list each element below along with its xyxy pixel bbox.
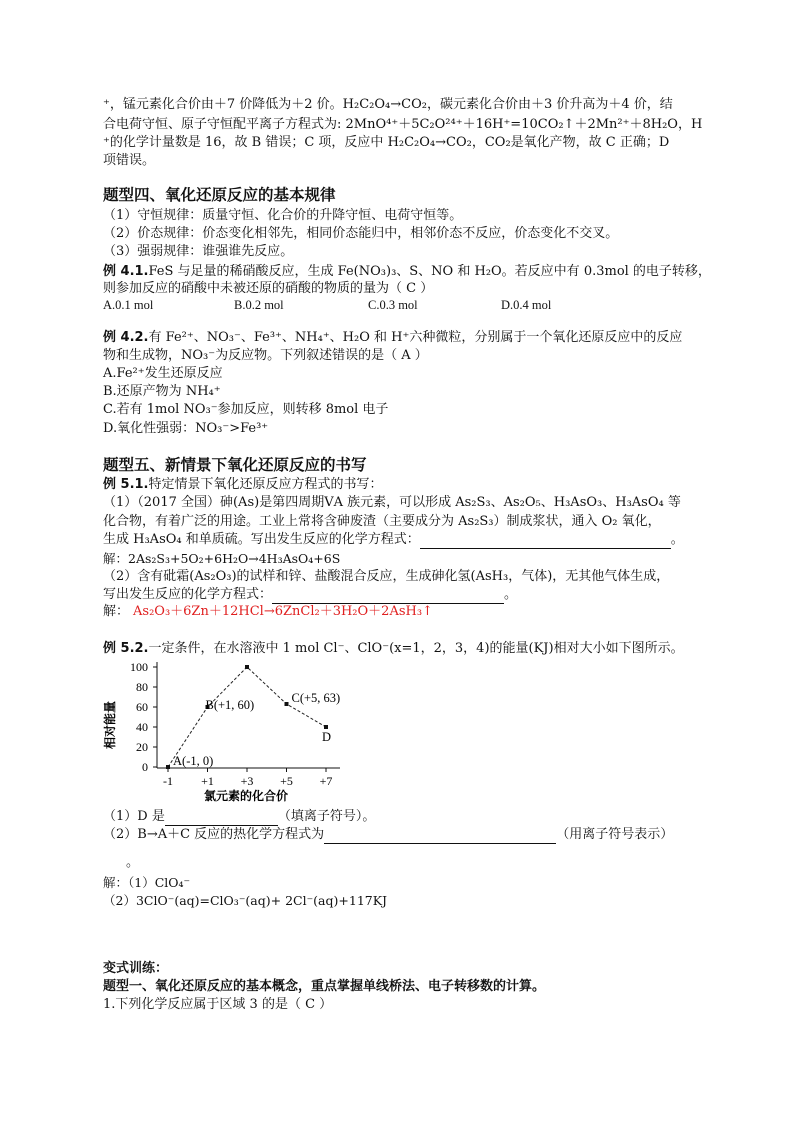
point-label: C(+5, 63) <box>291 691 341 705</box>
q1-line-3 <box>103 531 684 549</box>
q1-line-3-text: 生成 H₃AsO₄ 和单质硫。写出发生反应的化学方程式： <box>103 532 420 547</box>
answer-blank-1[interactable] <box>420 534 671 549</box>
option-b: B.0.2 mol <box>234 298 284 312</box>
y-tick-label: 100 <box>130 660 148 674</box>
example-4-1 <box>103 263 711 281</box>
point-label: B(+1, 60) <box>205 698 255 712</box>
answer-5-1-2-equation: As₂O₃＋6Zn＋12HCl→6ZnCl₂＋3H₂O＋2AsH₃↑ <box>133 604 433 619</box>
section-4-title: 题型四、氧化还原反应的基本规律 <box>103 186 336 204</box>
example-4-2 <box>103 329 682 347</box>
q2-line-2 <box>103 586 517 604</box>
y-tick-label: 0 <box>142 760 148 774</box>
example-5-1 <box>103 476 383 494</box>
energy-chart <box>100 656 360 806</box>
q4-dot: 。 <box>126 855 140 870</box>
option-4-2-c: C.若有 1mol NO₃⁻参加反应，则转移 8mol 电子 <box>103 402 389 417</box>
answer-blank-4[interactable] <box>324 829 556 844</box>
answer-5-1-2 <box>103 603 433 621</box>
y-tick-label: 20 <box>136 740 148 754</box>
y-tick-label: 40 <box>136 720 148 734</box>
intro-line-3: ⁺的化学计量数是 16，故 B 错误；C 项，反应中 H₂C₂O₄→CO₂，CO₂是氧化产物，故 C 正确；D <box>103 135 670 150</box>
example-5-2-label: 例 5.2. <box>103 641 149 656</box>
answer-blank-3[interactable] <box>165 811 278 826</box>
point-label: D <box>322 730 332 744</box>
x-tick-label: +7 <box>319 774 333 788</box>
intro-line-4: 项错误。 <box>103 153 156 168</box>
drill-subtitle: 题型一、氧化还原反应的基本概念，重点掌握单线桥法、电子转移数的计算。 <box>103 979 546 994</box>
drill-title: 变式训练： <box>103 961 169 976</box>
data-point <box>166 765 170 769</box>
section-5-title: 题型五、新情景下氧化还原反应的书写 <box>103 456 367 474</box>
answer-5-2-1: 解：（1）ClO₄⁻ <box>103 875 191 890</box>
example-4-2-text: 有 Fe²⁺、NO₃⁻、Fe³⁺、NH₄⁺、H₂O 和 H⁺六种微粒，分别属于一个氧化还原反应中的反应 <box>148 330 683 345</box>
option-c: C.0.3 mol <box>368 298 418 312</box>
series-line <box>168 667 326 767</box>
example-4-2-text-2: 物和生成物，NO₃⁻为反应物。下列叙述错误的是（ A ） <box>103 348 428 363</box>
q4-text: （2）B→A＋C 反应的热化学方程式为 <box>103 827 325 842</box>
q2-end: 。 <box>504 587 518 602</box>
rule-3: （3）强弱规律：谁强谁先反应。 <box>103 244 294 259</box>
x-tick-label: +3 <box>240 774 254 788</box>
q1-line-1: （1）（2017 全国）砷(As)是第四周期ⅤA 族元素，可以形成 As₂S₃、As₂O₅、H₃AsO₃、H₃AsO₄ 等 <box>103 495 681 510</box>
example-4-1-text-2: 则参加反应的硝酸中未被还原的硝酸的物质的量为（ C ） <box>103 281 434 296</box>
q1-end: 。 <box>670 532 684 547</box>
y-tick-label: 80 <box>136 680 148 694</box>
x-tick-label: -1 <box>163 774 173 788</box>
example-5-1-text: 特定情景下氧化还原反应方程式的书写： <box>148 477 383 492</box>
q2-line-1: （2）含有砒霜(As₂O₃)的试样和锌、盐酸混合反应，生成砷化氢(AsH₃，气体)，无其他气体生成， <box>103 569 670 584</box>
option-4-2-a: A.Fe²⁺发生还原反应 <box>103 366 223 381</box>
rule-2: （2）价态规律：价态变化相邻先，相同价态能归中，相邻价态不反应，价态变化不交叉。 <box>103 226 619 241</box>
option-a: A.0.1 mol <box>103 298 154 312</box>
intro-line-1: ⁺，锰元素化合价由＋7 价降低为＋2 价。H₂C₂O₄→CO₂，碳元素化合价由＋3 价升高为＋4 价，结 <box>103 97 673 112</box>
drill-question-1: 1.下列化学反应属于区域 3 的是（ C ） <box>103 997 333 1012</box>
q3-end: （填离子符号）。 <box>277 809 376 824</box>
data-point <box>245 665 249 669</box>
q3-line <box>103 808 375 826</box>
x-tick-label: +5 <box>280 774 293 788</box>
q1-line-2: 化合物，有着广泛的用途。工业上常将含砷废渣（主要成分为 As₂S₃）制成浆状，通入 O₂ 氧化， <box>103 514 661 529</box>
x-tick-label: +1 <box>201 774 214 788</box>
rule-1: （1）守恒规律：质量守恒、化合价的升降守恒、电荷守恒等。 <box>103 208 463 223</box>
point-label: A(-1, 0) <box>173 754 214 768</box>
chart-x-label: 氯元素的化合价 <box>203 789 289 803</box>
data-point <box>324 725 328 729</box>
example-4-1-label: 例 4.1. <box>103 264 149 279</box>
option-4-2-d: D.氧化性强弱：NO₃⁻>Fe³⁺ <box>103 421 269 436</box>
q3-text: （1）D 是 <box>103 809 165 824</box>
y-tick-label: 60 <box>136 700 148 714</box>
example-4-2-label: 例 4.2. <box>103 330 149 345</box>
option-d: D.0.4 mol <box>501 298 552 312</box>
q4-line <box>103 826 673 844</box>
answer-5-2-2: （2）3ClO⁻(aq)=ClO₃⁻(aq)+ 2Cl⁻(aq)+117KJ <box>103 893 388 908</box>
answer-5-1-2-label: 解： <box>103 604 130 619</box>
example-4-1-text: FeS 与足量的稀硝酸反应，生成 Fe(NO₃)₃、S、NO 和 H₂O。若反应中有 0.3mol 的电子转移， <box>148 264 711 279</box>
example-5-2-text: 一定条件，在水溶液中 1 mol Cl⁻、ClO⁻(x=1，2，3，4)的能量(KJ)相对大小如下图所示。 <box>148 641 684 656</box>
data-point <box>285 702 289 706</box>
example-5-1-label: 例 5.1. <box>103 477 149 492</box>
intro-line-2: 合电荷守恒、原子守恒配平离子方程式为: 2MnO⁴⁺＋5C₂O²⁴⁺＋16H⁺=10CO₂↑＋2Mn²⁺＋8H₂O，H <box>103 117 703 132</box>
q2-line-2-text: 写出发生反应的化学方程式： <box>103 587 273 602</box>
q4-end: （用离子符号表示） <box>556 827 674 842</box>
answer-blank-2[interactable] <box>272 589 504 604</box>
chart-y-label: 相对能量 <box>103 700 117 750</box>
answer-5-1-1: 解：2As₂S₃+5O₂+6H₂O→4H₃AsO₄+6S <box>103 551 341 566</box>
option-4-2-b: B.还原产物为 NH₄⁺ <box>103 384 221 399</box>
